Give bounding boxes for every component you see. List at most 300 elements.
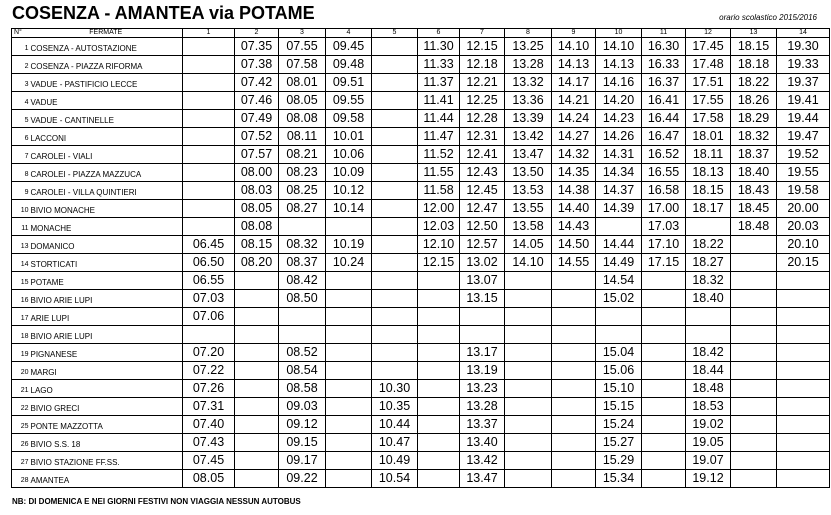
departure-time — [326, 416, 372, 434]
stop-name: VADUE - PASTIFICIO LECCE — [30, 74, 183, 92]
departure-time: 18.43 — [731, 182, 777, 200]
departure-time: 13.17 — [460, 344, 505, 362]
departure-time — [552, 272, 596, 290]
departure-time: 07.52 — [235, 128, 279, 146]
departure-time: 13.28 — [460, 398, 505, 416]
departure-time: 07.22 — [183, 362, 235, 380]
departure-time — [686, 308, 731, 326]
stop-name: MONACHE — [30, 218, 183, 236]
departure-time — [372, 56, 418, 74]
departure-time — [235, 398, 279, 416]
departure-time: 12.28 — [460, 110, 505, 128]
stop-name: POTAME — [30, 272, 183, 290]
stop-name: CAROLEI - PIAZZA MAZZUCA — [30, 164, 183, 182]
departure-time: 12.03 — [418, 218, 460, 236]
departure-time: 09.58 — [326, 110, 372, 128]
timetable — [11, 28, 830, 488]
departure-time: 08.05 — [183, 470, 235, 488]
departure-time: 13.58 — [505, 218, 552, 236]
departure-time: 08.20 — [235, 254, 279, 272]
departure-time: 13.42 — [460, 452, 505, 470]
departure-time — [460, 308, 505, 326]
departure-time: 14.34 — [596, 164, 642, 182]
departure-time: 13.25 — [505, 38, 552, 56]
stop-number: 28 — [12, 470, 30, 488]
stop-name: MARGI — [30, 362, 183, 380]
departure-time: 14.24 — [552, 110, 596, 128]
departure-time: 19.55 — [777, 164, 830, 182]
table-row — [12, 146, 830, 164]
departure-time: 09.22 — [279, 470, 326, 488]
departure-time — [731, 326, 777, 344]
departure-time — [183, 56, 235, 74]
departure-time — [505, 272, 552, 290]
departure-time: 13.28 — [505, 56, 552, 74]
table-row — [12, 380, 830, 398]
departure-time — [505, 434, 552, 452]
departure-time: 18.42 — [686, 344, 731, 362]
departure-time: 16.30 — [642, 38, 686, 56]
departure-time — [235, 344, 279, 362]
departure-time: 14.31 — [596, 146, 642, 164]
departure-time: 14.27 — [552, 128, 596, 146]
stop-number: 4 — [12, 92, 30, 110]
stop-number: 22 — [12, 398, 30, 416]
departure-time: 18.18 — [731, 56, 777, 74]
departure-time: 08.58 — [279, 380, 326, 398]
departure-time: 15.04 — [596, 344, 642, 362]
departure-time: 14.54 — [596, 272, 642, 290]
departure-time: 15.15 — [596, 398, 642, 416]
departure-time — [731, 380, 777, 398]
departure-time: 10.47 — [372, 434, 418, 452]
departure-time — [552, 452, 596, 470]
departure-time: 14.10 — [552, 38, 596, 56]
departure-time — [326, 470, 372, 488]
table-row — [12, 272, 830, 290]
departure-time: 13.07 — [460, 272, 505, 290]
departure-time: 16.47 — [642, 128, 686, 146]
stop-number: 13 — [12, 236, 30, 254]
stop-number: 25 — [12, 416, 30, 434]
stop-number: 17 — [12, 308, 30, 326]
departure-time — [552, 416, 596, 434]
header-run-7: 7 — [460, 29, 505, 38]
stop-name: BIVIO ARIE LUPI — [30, 326, 183, 344]
departure-time: 10.30 — [372, 380, 418, 398]
departure-time: 08.15 — [235, 236, 279, 254]
departure-time — [279, 326, 326, 344]
departure-time — [183, 110, 235, 128]
departure-time: 20.10 — [777, 236, 830, 254]
departure-time: 08.37 — [279, 254, 326, 272]
departure-time — [326, 344, 372, 362]
departure-time — [372, 92, 418, 110]
departure-time — [235, 290, 279, 308]
departure-time — [552, 434, 596, 452]
departure-time: 13.53 — [505, 182, 552, 200]
stop-number: 5 — [12, 110, 30, 128]
stop-number: 20 — [12, 362, 30, 380]
departure-time: 12.18 — [460, 56, 505, 74]
header-run-13: 13 — [731, 29, 777, 38]
header-run-12: 12 — [686, 29, 731, 38]
departure-time — [235, 326, 279, 344]
table-row — [12, 326, 830, 344]
departure-time: 09.15 — [279, 434, 326, 452]
departure-time: 11.37 — [418, 74, 460, 92]
departure-time: 16.58 — [642, 182, 686, 200]
table-row — [12, 362, 830, 380]
table-row — [12, 92, 830, 110]
departure-time: 14.17 — [552, 74, 596, 92]
departure-time: 14.44 — [596, 236, 642, 254]
departure-time: 17.45 — [686, 38, 731, 56]
departure-time — [235, 380, 279, 398]
departure-time — [642, 362, 686, 380]
stop-name: BIVIO S.S. 18 — [30, 434, 183, 452]
departure-time — [372, 290, 418, 308]
departure-time — [418, 470, 460, 488]
departure-time: 13.39 — [505, 110, 552, 128]
departure-time: 13.42 — [505, 128, 552, 146]
departure-time: 18.17 — [686, 200, 731, 218]
departure-time: 15.29 — [596, 452, 642, 470]
departure-time: 10.09 — [326, 164, 372, 182]
stop-name: ARIE LUPI — [30, 308, 183, 326]
departure-time: 14.13 — [552, 56, 596, 74]
departure-time — [372, 74, 418, 92]
departure-time: 13.47 — [460, 470, 505, 488]
departure-time — [235, 308, 279, 326]
stop-number: 19 — [12, 344, 30, 362]
departure-time — [552, 344, 596, 362]
departure-time — [418, 362, 460, 380]
departure-time: 17.58 — [686, 110, 731, 128]
departure-time: 09.51 — [326, 74, 372, 92]
departure-time — [372, 344, 418, 362]
departure-time: 19.47 — [777, 128, 830, 146]
departure-time — [777, 272, 830, 290]
departure-time: 08.01 — [279, 74, 326, 92]
departure-time: 07.38 — [235, 56, 279, 74]
departure-time — [372, 164, 418, 182]
departure-time: 17.10 — [642, 236, 686, 254]
departure-time — [731, 398, 777, 416]
departure-time — [183, 92, 235, 110]
departure-time: 07.35 — [235, 38, 279, 56]
departure-time: 06.55 — [183, 272, 235, 290]
departure-time — [505, 308, 552, 326]
header-stops: FERMATE — [30, 29, 183, 38]
departure-time — [418, 272, 460, 290]
departure-time — [642, 326, 686, 344]
departure-time — [235, 434, 279, 452]
departure-time — [326, 326, 372, 344]
departure-time — [326, 452, 372, 470]
departure-time: 11.33 — [418, 56, 460, 74]
departure-time — [372, 236, 418, 254]
departure-time — [235, 470, 279, 488]
departure-time: 14.10 — [596, 38, 642, 56]
departure-time: 09.03 — [279, 398, 326, 416]
departure-time: 12.50 — [460, 218, 505, 236]
departure-time — [642, 416, 686, 434]
departure-time: 17.55 — [686, 92, 731, 110]
departure-time: 15.06 — [596, 362, 642, 380]
departure-time — [326, 398, 372, 416]
departure-time: 15.10 — [596, 380, 642, 398]
departure-time — [372, 308, 418, 326]
departure-time: 16.52 — [642, 146, 686, 164]
stop-number: 18 — [12, 326, 30, 344]
stop-number: 16 — [12, 290, 30, 308]
departure-time — [372, 326, 418, 344]
stop-number: 1 — [12, 38, 30, 56]
departure-time — [731, 434, 777, 452]
departure-time: 17.51 — [686, 74, 731, 92]
departure-time: 14.49 — [596, 254, 642, 272]
departure-time: 14.23 — [596, 110, 642, 128]
departure-time — [552, 290, 596, 308]
footer-note: NB: DI DOMENICA E NEI GIORNI FESTIVI NON VIAGGIA NESSUN AUTOBUS — [12, 497, 301, 506]
departure-time: 14.35 — [552, 164, 596, 182]
table-row — [12, 254, 830, 272]
stop-name: STORTICATI — [30, 254, 183, 272]
table-row — [12, 164, 830, 182]
departure-time — [372, 182, 418, 200]
departure-time: 10.44 — [372, 416, 418, 434]
departure-time: 11.30 — [418, 38, 460, 56]
departure-time: 19.41 — [777, 92, 830, 110]
departure-time: 18.26 — [731, 92, 777, 110]
departure-time: 12.15 — [418, 254, 460, 272]
departure-time — [731, 308, 777, 326]
departure-time: 14.26 — [596, 128, 642, 146]
departure-time: 08.25 — [279, 182, 326, 200]
departure-time — [372, 218, 418, 236]
departure-time — [372, 38, 418, 56]
departure-time: 16.41 — [642, 92, 686, 110]
departure-time: 18.40 — [686, 290, 731, 308]
departure-time — [777, 326, 830, 344]
departure-time — [235, 362, 279, 380]
departure-time — [731, 416, 777, 434]
departure-time: 18.22 — [686, 236, 731, 254]
departure-time: 19.58 — [777, 182, 830, 200]
table-row — [12, 470, 830, 488]
departure-time — [418, 380, 460, 398]
departure-time — [642, 434, 686, 452]
departure-time: 13.47 — [505, 146, 552, 164]
departure-time — [183, 182, 235, 200]
departure-time — [552, 308, 596, 326]
header-run-3: 3 — [279, 29, 326, 38]
departure-time: 12.25 — [460, 92, 505, 110]
departure-time — [372, 254, 418, 272]
departure-time — [505, 362, 552, 380]
departure-time: 19.05 — [686, 434, 731, 452]
departure-time — [777, 380, 830, 398]
departure-time: 19.02 — [686, 416, 731, 434]
departure-time: 07.46 — [235, 92, 279, 110]
departure-time — [552, 470, 596, 488]
departure-time: 08.05 — [279, 92, 326, 110]
stop-number: 8 — [12, 164, 30, 182]
departure-time: 08.05 — [235, 200, 279, 218]
departure-time: 13.19 — [460, 362, 505, 380]
table-row — [12, 236, 830, 254]
departure-time — [418, 398, 460, 416]
departure-time — [505, 290, 552, 308]
departure-time: 14.40 — [552, 200, 596, 218]
departure-time — [505, 398, 552, 416]
departure-time — [642, 452, 686, 470]
table-row — [12, 182, 830, 200]
departure-time: 08.54 — [279, 362, 326, 380]
departure-time: 18.15 — [731, 38, 777, 56]
departure-time: 19.44 — [777, 110, 830, 128]
departure-time: 18.13 — [686, 164, 731, 182]
departure-time: 12.15 — [460, 38, 505, 56]
header-run-1: 1 — [183, 29, 235, 38]
departure-time: 18.44 — [686, 362, 731, 380]
departure-time — [460, 326, 505, 344]
departure-time — [505, 344, 552, 362]
departure-time: 10.49 — [372, 452, 418, 470]
departure-time: 18.27 — [686, 254, 731, 272]
departure-time: 19.52 — [777, 146, 830, 164]
departure-time: 07.26 — [183, 380, 235, 398]
departure-time — [731, 236, 777, 254]
stop-number: 9 — [12, 182, 30, 200]
departure-time — [183, 74, 235, 92]
departure-time: 06.45 — [183, 236, 235, 254]
departure-time — [731, 470, 777, 488]
departure-time: 18.29 — [731, 110, 777, 128]
departure-time: 18.48 — [686, 380, 731, 398]
table-row — [12, 290, 830, 308]
header-run-9: 9 — [552, 29, 596, 38]
departure-time: 12.45 — [460, 182, 505, 200]
departure-time: 07.43 — [183, 434, 235, 452]
departure-time — [183, 128, 235, 146]
departure-time — [596, 326, 642, 344]
departure-time: 07.31 — [183, 398, 235, 416]
departure-time — [731, 272, 777, 290]
stop-name: LACCONI — [30, 128, 183, 146]
departure-time: 12.31 — [460, 128, 505, 146]
departure-time — [235, 416, 279, 434]
departure-time: 07.40 — [183, 416, 235, 434]
departure-time: 07.57 — [235, 146, 279, 164]
departure-time: 13.15 — [460, 290, 505, 308]
departure-time: 14.16 — [596, 74, 642, 92]
departure-time — [183, 326, 235, 344]
departure-time: 14.55 — [552, 254, 596, 272]
departure-time — [183, 164, 235, 182]
departure-time: 11.58 — [418, 182, 460, 200]
departure-time — [183, 146, 235, 164]
stop-name: CAROLEI - VIALI — [30, 146, 183, 164]
departure-time: 19.37 — [777, 74, 830, 92]
departure-time — [505, 416, 552, 434]
header-run-14: 14 — [777, 29, 830, 38]
departure-time — [505, 326, 552, 344]
departure-time — [326, 218, 372, 236]
departure-time: 16.44 — [642, 110, 686, 128]
departure-time — [777, 344, 830, 362]
departure-time: 14.39 — [596, 200, 642, 218]
departure-time: 09.17 — [279, 452, 326, 470]
departure-time: 13.50 — [505, 164, 552, 182]
departure-time: 18.15 — [686, 182, 731, 200]
departure-time — [686, 218, 731, 236]
departure-time: 08.27 — [279, 200, 326, 218]
departure-time — [642, 290, 686, 308]
departure-time: 18.40 — [731, 164, 777, 182]
departure-time — [372, 128, 418, 146]
departure-time: 08.52 — [279, 344, 326, 362]
school-year-label: orario scolastico 2015/2016 — [719, 13, 817, 22]
departure-time: 15.24 — [596, 416, 642, 434]
departure-time: 14.05 — [505, 236, 552, 254]
stop-name: COSENZA - PIAZZA RIFORMA — [30, 56, 183, 74]
departure-time: 19.33 — [777, 56, 830, 74]
stop-number: 6 — [12, 128, 30, 146]
header-run-6: 6 — [418, 29, 460, 38]
departure-time: 07.55 — [279, 38, 326, 56]
departure-time — [642, 398, 686, 416]
departure-time: 14.10 — [505, 254, 552, 272]
departure-time — [505, 470, 552, 488]
header-run-10: 10 — [596, 29, 642, 38]
departure-time: 13.37 — [460, 416, 505, 434]
departure-time — [505, 380, 552, 398]
stop-name: BIVIO ARIE LUPI — [30, 290, 183, 308]
stop-number: 11 — [12, 218, 30, 236]
departure-time: 17.00 — [642, 200, 686, 218]
stop-name: VADUE - CANTINELLE — [30, 110, 183, 128]
departure-time: 08.00 — [235, 164, 279, 182]
departure-time — [596, 218, 642, 236]
table-row — [12, 74, 830, 92]
departure-time: 08.42 — [279, 272, 326, 290]
stop-number: 15 — [12, 272, 30, 290]
header-run-8: 8 — [505, 29, 552, 38]
departure-time: 18.32 — [686, 272, 731, 290]
stop-name: PIGNANESE — [30, 344, 183, 362]
table-row — [12, 344, 830, 362]
departure-time — [777, 434, 830, 452]
departure-time — [777, 416, 830, 434]
departure-time — [372, 110, 418, 128]
departure-time — [777, 290, 830, 308]
departure-time: 16.37 — [642, 74, 686, 92]
stop-name: BIVIO STAZIONE FF.SS. — [30, 452, 183, 470]
departure-time — [326, 434, 372, 452]
departure-time — [552, 380, 596, 398]
departure-time — [731, 254, 777, 272]
departure-time: 09.55 — [326, 92, 372, 110]
departure-time — [326, 362, 372, 380]
departure-time: 15.02 — [596, 290, 642, 308]
table-row — [12, 128, 830, 146]
departure-time: 07.42 — [235, 74, 279, 92]
departure-time: 12.43 — [460, 164, 505, 182]
departure-time: 17.03 — [642, 218, 686, 236]
departure-time — [642, 344, 686, 362]
